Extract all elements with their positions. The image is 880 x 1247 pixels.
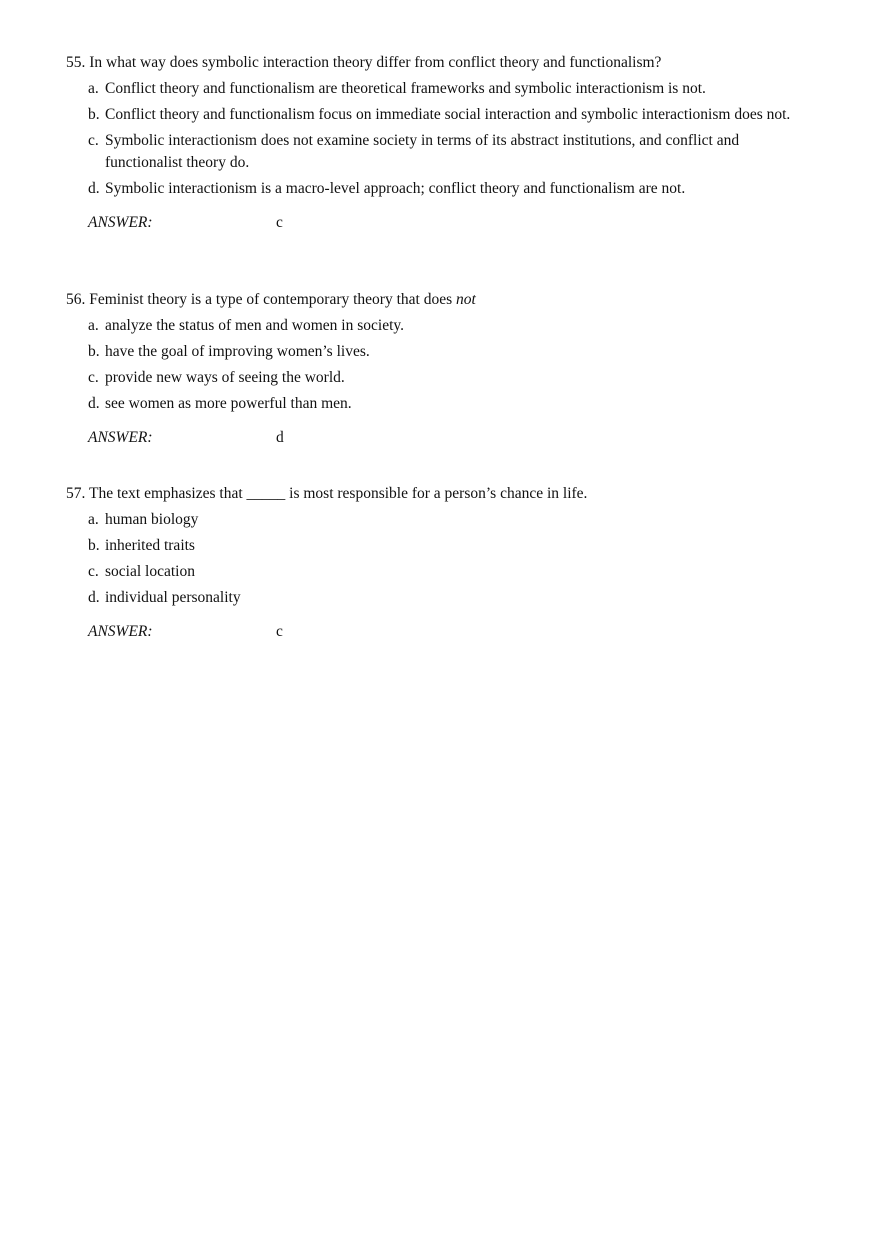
answer-value: c xyxy=(276,623,283,640)
option-letter: a. xyxy=(88,80,99,97)
answer-label: ANSWER: xyxy=(88,623,153,640)
question-text: The text emphasizes that _____ is most responsible for a person’s chance in life. xyxy=(88,485,588,502)
option-b xyxy=(66,104,796,126)
question-number: 55. xyxy=(66,54,86,71)
option-letter: a. xyxy=(88,511,99,528)
question-emphasis: not xyxy=(456,291,476,308)
question-56 xyxy=(66,289,796,449)
answer-label: ANSWER: xyxy=(88,214,153,231)
option-letter: b. xyxy=(88,106,100,123)
option-text: Conflict theory and functionalism focus on immediate social interaction and symbolic interactionism does not. xyxy=(105,106,791,123)
option-text: human biology xyxy=(105,511,199,528)
option-c xyxy=(66,561,796,583)
option-text: provide new ways of seeing the world. xyxy=(105,369,345,386)
option-letter: b. xyxy=(88,343,100,360)
option-c xyxy=(66,367,796,389)
option-text: individual personality xyxy=(105,589,241,606)
option-c xyxy=(66,130,796,174)
question-57 xyxy=(66,483,796,643)
question-stem xyxy=(66,52,796,74)
option-d xyxy=(66,587,796,609)
option-text: have the goal of improving women’s lives. xyxy=(105,343,370,360)
answer-row xyxy=(66,212,796,234)
question-55 xyxy=(66,52,796,234)
option-letter: c. xyxy=(88,563,99,580)
option-b xyxy=(66,535,796,557)
option-letter: d. xyxy=(88,589,100,606)
answer-options xyxy=(66,315,796,415)
option-text: Conflict theory and functionalism are theoretical frameworks and symbolic interactionism is not. xyxy=(105,80,706,97)
answer-row xyxy=(66,427,796,449)
question-text: In what way does symbolic interaction theory differ from conflict theory and functionalism? xyxy=(89,54,662,71)
option-letter: c. xyxy=(88,132,99,149)
option-a xyxy=(66,78,796,100)
option-b xyxy=(66,341,796,363)
option-letter: d. xyxy=(88,395,100,412)
option-text: inherited traits xyxy=(105,537,195,554)
question-stem xyxy=(66,483,796,505)
option-a xyxy=(66,315,796,337)
answer-options xyxy=(66,78,796,200)
answer-value: c xyxy=(276,214,283,231)
option-letter: c. xyxy=(88,369,99,386)
option-d xyxy=(66,393,796,415)
question-stem xyxy=(66,289,796,311)
option-text: analyze the status of men and women in society. xyxy=(105,317,405,334)
option-text: Symbolic interactionism does not examine society in terms of its abstract institutions, and conflict and functionalist theory do. xyxy=(105,132,740,171)
option-text: social location xyxy=(105,563,195,580)
option-letter: d. xyxy=(88,180,100,197)
question-number: 57. xyxy=(66,485,86,502)
option-letter: b. xyxy=(88,537,100,554)
option-text: see women as more powerful than men. xyxy=(105,395,352,412)
question-number: 56. xyxy=(66,291,86,308)
option-d xyxy=(66,178,796,200)
option-text: Symbolic interactionism is a macro-level approach; conflict theory and functionalism are not. xyxy=(105,180,686,197)
answer-label: ANSWER: xyxy=(88,429,153,446)
answer-row xyxy=(66,621,796,643)
answer-value: d xyxy=(276,429,284,446)
answer-options xyxy=(66,509,796,609)
question-text: Feminist theory is a type of contemporary theory that does xyxy=(89,291,456,308)
option-a xyxy=(66,509,796,531)
option-letter: a. xyxy=(88,317,99,334)
